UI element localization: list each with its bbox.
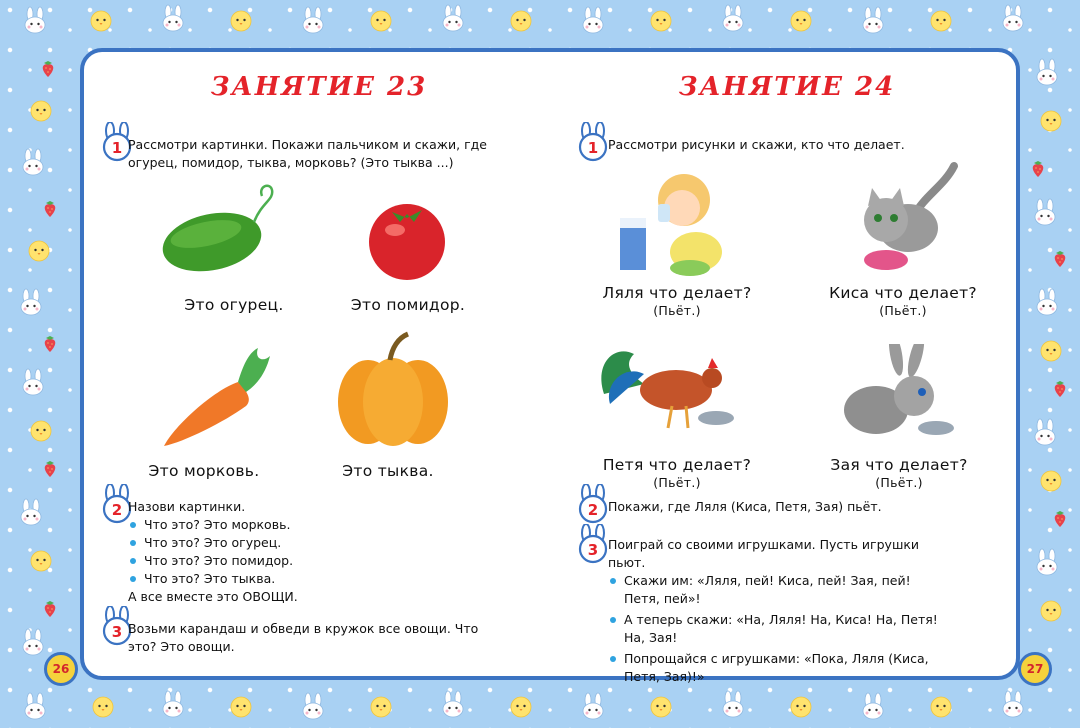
list-item: Скажи им: «Ляля, пей! Киса, пей! Зая, пей! Петя, пей»! [608, 572, 948, 608]
caption-zaya-question: Зая что делает? [830, 456, 968, 474]
caption-petya-answer: (Пьёт.) [653, 475, 701, 490]
caption-kisa-answer: (Пьёт.) [879, 303, 927, 318]
list-item: Попрощайся с игрушками: «Пока, Ляля (Киса, Петя, Зая)!» [608, 650, 948, 686]
task-3-block [608, 536, 948, 686]
svg-text:2: 2 [587, 501, 599, 519]
task-2-block [128, 498, 530, 606]
caption-petya [592, 456, 762, 490]
left-page [52, 52, 554, 676]
list-item: Что это? Это тыква. [128, 570, 530, 588]
task-1-text: Рассмотри картинки. Покажи пальчиком и скажи, где огурец, помидор, тыква, морковь? (Это тыква ...) [128, 137, 488, 170]
list-item: Что это? Это помидор. [128, 552, 530, 570]
list-item: Что это? Это морковь. [128, 516, 530, 534]
caption-lyalya-question: Ляля что делает? [602, 284, 752, 302]
tomato-image [362, 192, 452, 282]
right-page [554, 52, 1044, 684]
task-2-summary: А все вместе это ОВОЩИ. [128, 589, 298, 604]
task-2-text: Покажи, где Ляля (Киса, Петя, Зая) пьёт. [608, 499, 882, 514]
caption-kisa-question: Киса что делает? [829, 284, 977, 302]
book-spread [52, 48, 1044, 684]
task-1-number-icon [576, 122, 610, 162]
task-2-number-icon [576, 484, 610, 524]
cucumber-image [154, 182, 284, 277]
task-2-list [128, 516, 530, 588]
caption-kisa [818, 284, 988, 318]
svg-text:1: 1 [111, 139, 123, 157]
svg-text:3: 3 [587, 541, 599, 559]
svg-text:2: 2 [111, 501, 123, 519]
bunny-drinking-image [836, 344, 966, 444]
task-3-number-icon [576, 524, 610, 564]
lesson-title-24: ЗАНЯТИЕ 24 [678, 72, 896, 102]
task-3-text: Возьми карандаш и обведи в кружок все овощи. Что это? Это овощи. [128, 621, 479, 654]
caption-lyalya-answer: (Пьёт.) [653, 303, 701, 318]
caption-zaya-answer: (Пьёт.) [875, 475, 923, 490]
caption-lyalya [592, 284, 762, 318]
list-item: Что это? Это огурец. [128, 534, 530, 552]
lesson-title-23: ЗАНЯТИЕ 23 [210, 72, 428, 102]
page-number-26: 26 [44, 652, 78, 686]
task-3-intro: Поиграй со своими игрушками. Пусть игрушки пьют. [608, 537, 920, 570]
carrot-image [154, 342, 274, 452]
task-2-intro: Назови картинки. [128, 499, 246, 514]
caption-tomato: Это помидор. [350, 296, 466, 314]
page-number-27: 27 [1018, 652, 1052, 686]
caption-pumpkin: Это тыква. [342, 462, 434, 480]
cat-drinking-image [844, 156, 964, 276]
caption-carrot: Это морковь. [148, 462, 260, 480]
svg-text:3: 3 [111, 623, 123, 641]
girl-drinking-image [612, 160, 742, 280]
list-item: А теперь скажи: «На, Ляля! На, Киса! На, Петя! На, Зая! [608, 611, 948, 647]
svg-text:1: 1 [587, 139, 599, 157]
pumpkin-image [328, 330, 458, 450]
task-3-list [608, 572, 948, 686]
task-1-text: Рассмотри рисунки и скажи, кто что делает. [608, 137, 905, 152]
rooster-drinking-image [594, 334, 744, 434]
caption-petya-question: Петя что делает? [602, 456, 752, 474]
caption-zaya [814, 456, 984, 490]
caption-cucumber: Это огурец. [184, 296, 284, 314]
